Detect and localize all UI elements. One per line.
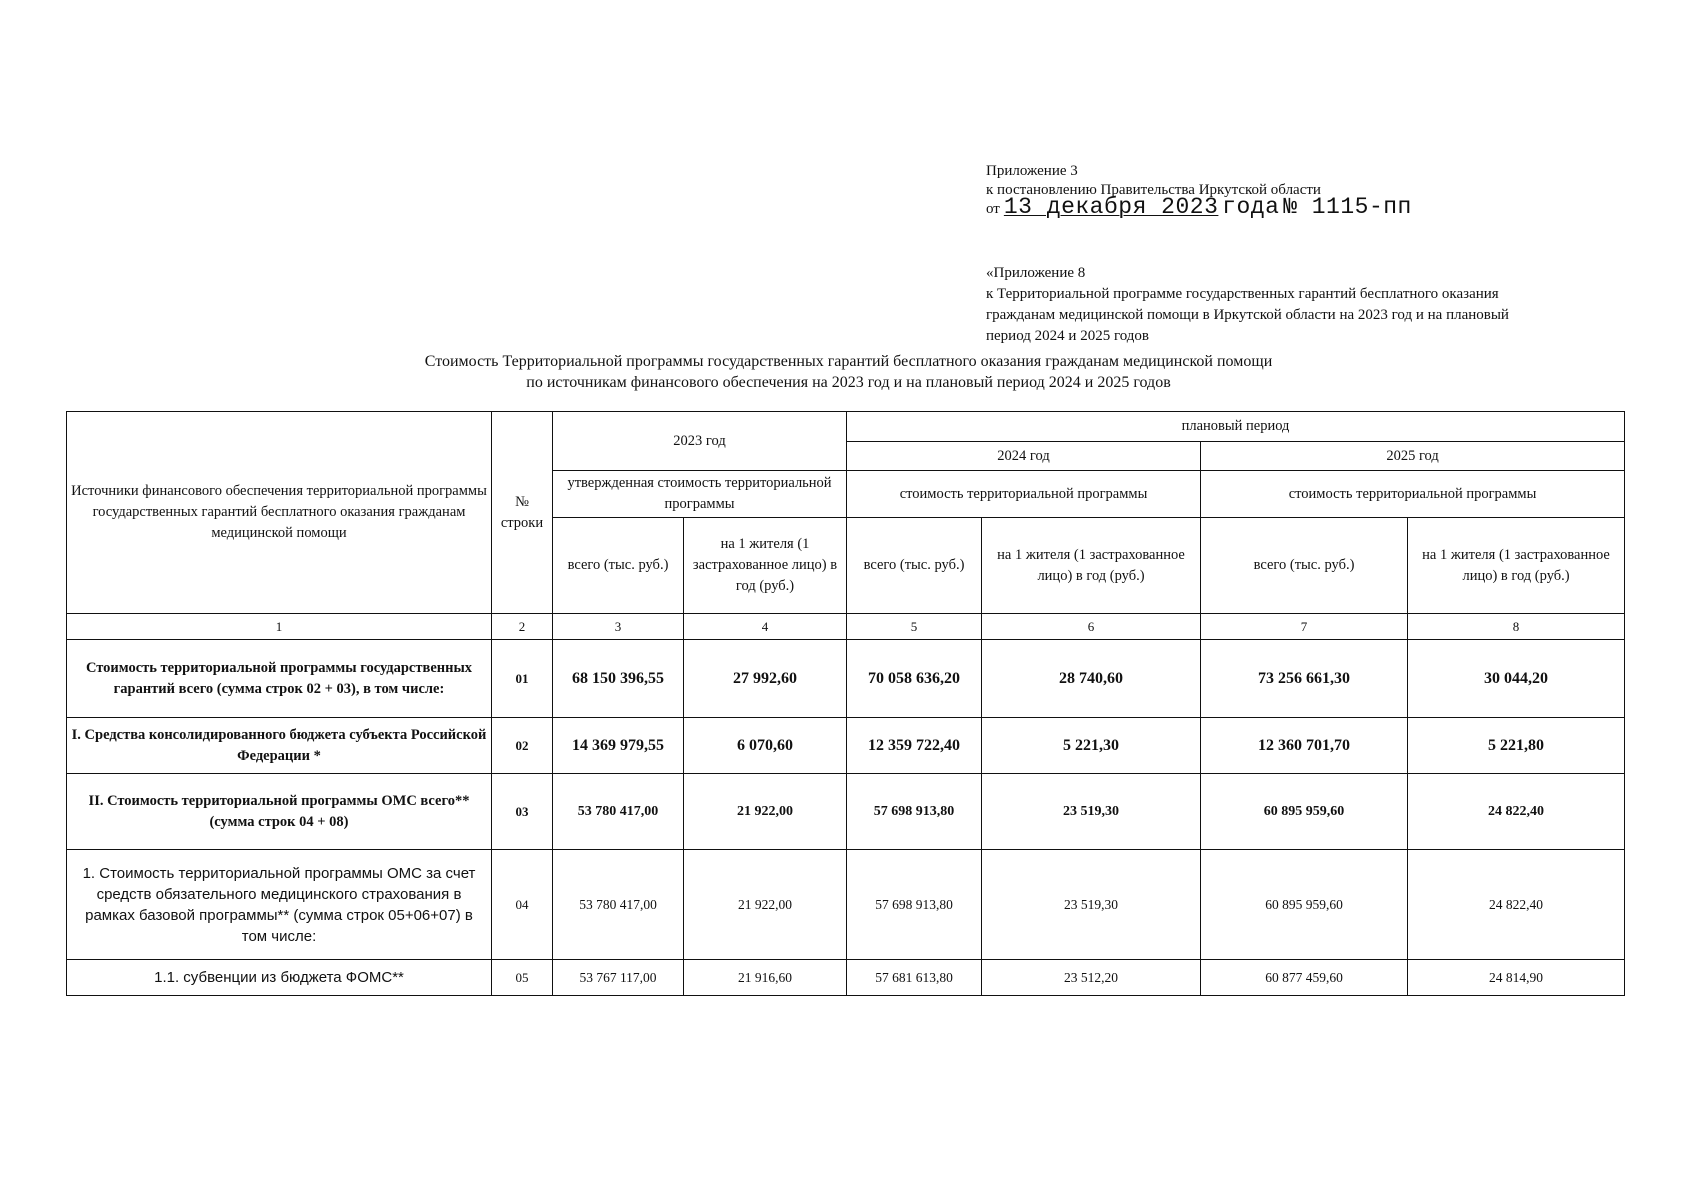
appendix8-ref-line-2: гражданам медицинской помощи в Иркутской области на 2023 год и на плановый	[986, 307, 1509, 323]
appendix8-header	[986, 263, 1626, 347]
appendix8-title: «Приложение 8	[986, 265, 1086, 281]
column-number: 4	[684, 614, 847, 640]
cell-per-capita-2025: 24 814,90	[1408, 960, 1625, 996]
cell-per-capita-2023: 6 070,60	[684, 718, 847, 774]
row-number: 04	[492, 850, 553, 960]
cell-total-2025: 73 256 661,30	[1201, 640, 1408, 718]
cell-total-2023: 53 780 417,00	[553, 850, 684, 960]
row-number: 05	[492, 960, 553, 996]
cell-total-2025: 12 360 701,70	[1201, 718, 1408, 774]
row-number: 01	[492, 640, 553, 718]
table-row	[67, 718, 1625, 774]
header-sources: Источники финансового обеспечения территориальной программы государственных гарантий бесплатного оказания гражданам медицинской помощи	[67, 412, 492, 614]
from-label: от	[986, 201, 1000, 217]
cell-total-2024: 57 681 613,80	[847, 960, 982, 996]
header-program-cost-2025: стоимость территориальной программы	[1201, 471, 1625, 518]
column-number: 8	[1408, 614, 1625, 640]
cell-total-2025: 60 877 459,60	[1201, 960, 1408, 996]
row-source-name: I. Средства консолидированного бюджета субъекта Российской Федерации *	[67, 718, 492, 774]
cell-total-2025: 60 895 959,60	[1201, 850, 1408, 960]
row-number: 03	[492, 774, 553, 850]
header-row-number: № строки	[492, 412, 553, 614]
cost-table	[66, 411, 1625, 996]
appendix-header	[986, 162, 1412, 219]
row-source-name: II. Стоимость территориальной программы ОМС всего** (сумма строк 04 + 08)	[67, 774, 492, 850]
cell-per-capita-2025: 24 822,40	[1408, 850, 1625, 960]
document-title-line-2: по источникам финансового обеспечения на 2023 год и на плановый период 2024 и 2025 годов	[526, 374, 1171, 391]
cell-per-capita-2023: 21 922,00	[684, 850, 847, 960]
cell-total-2023: 68 150 396,55	[553, 640, 684, 718]
cell-total-2023: 53 780 417,00	[553, 774, 684, 850]
resolution-date: 13 декабря 2023	[1003, 194, 1219, 220]
year-word: года	[1222, 194, 1280, 220]
appendix8-ref-line-3: период 2024 и 2025 годов	[986, 328, 1150, 344]
header-total-2025: всего (тыс. руб.)	[1201, 518, 1408, 614]
header-approved-cost: утвержденная стоимость территориальной программы	[553, 471, 847, 518]
table-row	[67, 960, 1625, 996]
cell-per-capita-2025: 24 822,40	[1408, 774, 1625, 850]
table-row	[67, 640, 1625, 718]
cell-per-capita-2024: 28 740,60	[982, 640, 1201, 718]
header-total-2024: всего (тыс. руб.)	[847, 518, 982, 614]
header-planned-period: плановый период	[847, 412, 1625, 442]
appendix-resolution-ref: к постановлению Правительства Иркутской области	[986, 182, 1321, 198]
table-row	[67, 850, 1625, 960]
cell-per-capita-2024: 23 512,20	[982, 960, 1201, 996]
resolution-number: № 1115-пп	[1283, 194, 1412, 220]
header-year-2023: 2023 год	[553, 412, 847, 471]
column-number: 6	[982, 614, 1201, 640]
column-number: 1	[67, 614, 492, 640]
cell-per-capita-2023: 27 992,60	[684, 640, 847, 718]
cell-total-2025: 60 895 959,60	[1201, 774, 1408, 850]
header-per-capita-2024: на 1 жителя (1 застрахованное лицо) в год (руб.)	[982, 518, 1201, 614]
cell-total-2024: 57 698 913,80	[847, 850, 982, 960]
cell-total-2023: 14 369 979,55	[553, 718, 684, 774]
header-year-2025: 2025 год	[1201, 442, 1625, 471]
column-number: 7	[1201, 614, 1408, 640]
header-year-2024: 2024 год	[847, 442, 1201, 471]
column-number-row	[67, 614, 1625, 640]
cell-total-2023: 53 767 117,00	[553, 960, 684, 996]
document-title	[0, 351, 1697, 393]
cell-total-2024: 57 698 913,80	[847, 774, 982, 850]
header-program-cost-2024: стоимость территориальной программы	[847, 471, 1201, 518]
row-source-name: 1. Стоимость территориальной программы ОМС за счет средств обязательного медицинского страхования в рамках базовой программы** (сумма строк 05+06+07) в том числе:	[67, 850, 492, 960]
column-number: 3	[553, 614, 684, 640]
cell-per-capita-2025: 30 044,20	[1408, 640, 1625, 718]
row-source-name: 1.1. субвенции из бюджета ФОМС**	[67, 960, 492, 996]
column-number: 5	[847, 614, 982, 640]
header-per-capita-2023: на 1 жителя (1 застрахованное лицо) в год (руб.)	[684, 518, 847, 614]
cell-per-capita-2023: 21 922,00	[684, 774, 847, 850]
cell-per-capita-2024: 23 519,30	[982, 774, 1201, 850]
header-total-2023: всего (тыс. руб.)	[553, 518, 684, 614]
cell-per-capita-2025: 5 221,80	[1408, 718, 1625, 774]
cell-per-capita-2023: 21 916,60	[684, 960, 847, 996]
cell-total-2024: 12 359 722,40	[847, 718, 982, 774]
document-title-line-1: Стоимость Территориальной программы государственных гарантий бесплатного оказания гражданам медицинской помощи	[424, 353, 1273, 370]
appendix-date-line	[986, 194, 1412, 220]
appendix-number: Приложение 3	[986, 163, 1078, 179]
cell-total-2024: 70 058 636,20	[847, 640, 982, 718]
cell-per-capita-2024: 5 221,30	[982, 718, 1201, 774]
row-source-name: Стоимость территориальной программы государственных гарантий всего (сумма строк 02 + 03), в том числе:	[67, 640, 492, 718]
appendix8-ref-line-1: к Территориальной программе государственных гарантий бесплатного оказания	[986, 286, 1499, 302]
row-number: 02	[492, 718, 553, 774]
cell-per-capita-2024: 23 519,30	[982, 850, 1201, 960]
header-per-capita-2025: на 1 жителя (1 застрахованное лицо) в год (руб.)	[1408, 518, 1625, 614]
table-row	[67, 774, 1625, 850]
column-number: 2	[492, 614, 553, 640]
